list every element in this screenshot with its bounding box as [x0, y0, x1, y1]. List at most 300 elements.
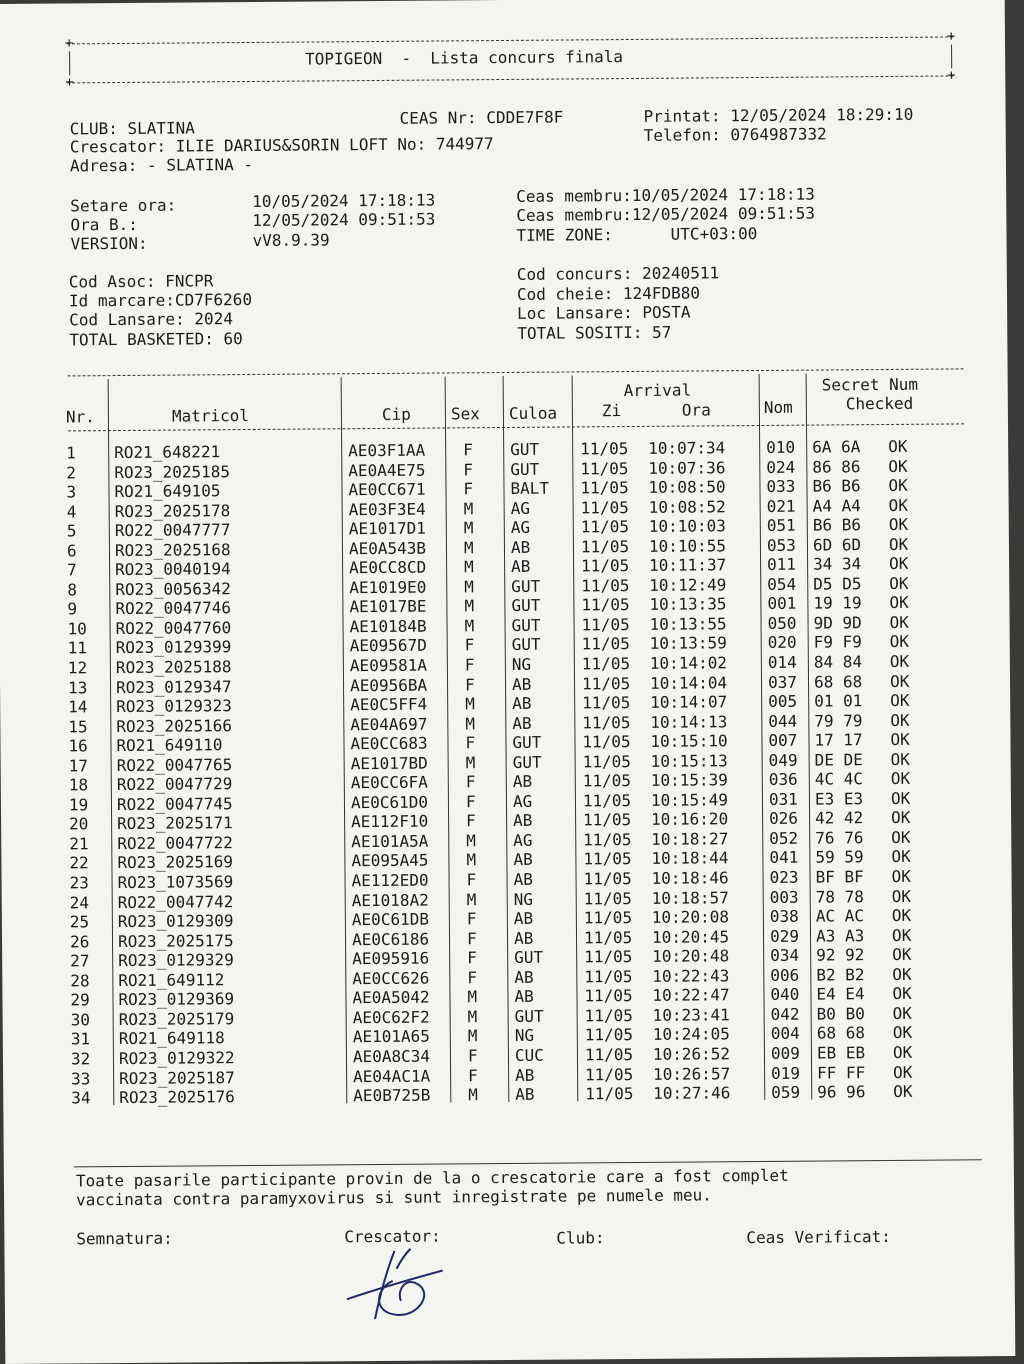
row-culoa: AB — [513, 928, 534, 948]
row-ora: 10:15:49 — [650, 790, 729, 810]
row-cip: AE04AC1A — [353, 1066, 431, 1086]
version-label: VERSION: — [70, 233, 148, 254]
row-matricol: RO23_2025171 — [117, 813, 233, 834]
row-cip: AE0CC8CD — [349, 557, 427, 578]
row-cip: AE101A5A — [351, 831, 429, 852]
row-secret: 92 92 — [816, 945, 865, 965]
row-ora: 10:08:52 — [648, 496, 726, 517]
row-sex: F — [464, 635, 475, 655]
row-zi: 11/05 — [584, 986, 633, 1006]
row-nom: 010 — [766, 437, 796, 457]
ceas-number: CEAS Nr: CDDE7F8F — [399, 107, 564, 128]
row-nr: 15 — [68, 716, 88, 737]
row-cip: AE0C61DB — [351, 909, 430, 930]
row-nom: 037 — [767, 672, 798, 692]
row-ora: 10:07:34 — [648, 438, 726, 458]
cod-cheie: Cod cheie: 124FDB80 — [516, 283, 701, 304]
row-cip: AE095A45 — [351, 851, 429, 871]
title-box-left-edge — [69, 51, 70, 75]
row-culoa: GUT — [511, 596, 541, 616]
row-cip: AE0A5042 — [352, 987, 430, 1008]
row-nr: 34 — [71, 1088, 91, 1108]
row-checked: OK — [889, 612, 909, 632]
row-checked: OK — [892, 1023, 913, 1043]
row-culoa: NG — [511, 654, 532, 674]
club-signature-label: Club: — [556, 1228, 605, 1248]
row-culoa: CUC — [514, 1045, 544, 1065]
row-matricol: RO23_2025179 — [118, 1008, 235, 1029]
row-nr: 1 — [66, 443, 76, 463]
row-sex: F — [468, 1065, 478, 1085]
row-sex: M — [467, 1026, 478, 1046]
row-nr: 12 — [67, 658, 88, 678]
row-ora: 10:15:39 — [650, 770, 728, 791]
row-ora: 10:07:36 — [648, 457, 726, 478]
row-nr: 4 — [66, 502, 77, 522]
col-header-sex: Sex — [450, 404, 480, 424]
row-nom: 011 — [767, 554, 797, 575]
corner-mark: + — [947, 67, 956, 84]
row-matricol: RO23_0129347 — [115, 676, 232, 697]
row-nom: 054 — [767, 574, 797, 594]
row-sex: M — [465, 713, 476, 733]
row-culoa: AB — [511, 557, 531, 577]
row-nom: 026 — [769, 809, 799, 829]
row-secret: 4C 4C — [814, 769, 864, 789]
row-checked: OK — [890, 788, 911, 808]
row-nom: 040 — [770, 985, 800, 1005]
row-sex: F — [466, 928, 477, 948]
col-header-nom: Nom — [763, 397, 793, 417]
row-ora: 10:27:46 — [653, 1083, 731, 1103]
row-nom: 021 — [766, 496, 796, 516]
row-matricol: RO23_2025185 — [114, 461, 231, 482]
row-zi: 11/05 — [582, 712, 631, 733]
row-cip: AE09567D — [349, 636, 427, 656]
row-culoa: GUT — [511, 615, 541, 635]
row-nr: 29 — [70, 990, 90, 1010]
row-nom: 034 — [770, 945, 800, 966]
row-secret: A3 A3 — [815, 925, 865, 946]
row-matricol: RO22_0047765 — [116, 754, 233, 775]
row-culoa: GUT — [510, 459, 540, 479]
row-secret: B6 B6 — [812, 515, 862, 535]
row-ora: 10:24:05 — [652, 1024, 730, 1045]
row-nom: 004 — [770, 1024, 800, 1044]
row-culoa: AB — [513, 811, 533, 831]
row-culoa: GUT — [512, 752, 542, 772]
row-cip: AE0A543B — [348, 538, 427, 558]
col-header-culoa: Culoa — [508, 403, 558, 423]
row-checked: OK — [891, 827, 911, 847]
loc-lansare: Loc Lansare: POSTA — [517, 302, 691, 323]
row-nr: 5 — [66, 521, 77, 541]
row-ora: 10:26:52 — [652, 1044, 731, 1064]
row-matricol: RO23_1073569 — [117, 872, 234, 893]
row-nom: 019 — [771, 1063, 801, 1083]
row-culoa: GUT — [511, 635, 541, 655]
row-nom: 052 — [769, 828, 799, 848]
row-secret: 59 59 — [815, 847, 864, 868]
row-zi: 11/05 — [583, 888, 632, 908]
row-zi: 11/05 — [581, 556, 630, 576]
row-sex: F — [467, 967, 478, 988]
row-checked: OK — [893, 1062, 913, 1082]
row-matricol: RO23_2025169 — [117, 852, 234, 873]
row-cip: AE03F1AA — [348, 440, 426, 461]
row-culoa: AG — [510, 517, 531, 538]
row-matricol: RO22_0047760 — [115, 618, 232, 638]
row-nr: 11 — [67, 638, 88, 658]
cod-asoc: Cod Asoc: FNCPR — [68, 271, 214, 292]
row-secret: 84 84 — [813, 652, 863, 672]
row-secret: B6 B6 — [812, 476, 861, 496]
row-culoa: AB — [513, 908, 534, 929]
row-nom: 024 — [766, 457, 796, 477]
row-culoa: AG — [510, 498, 530, 518]
row-matricol: RO23_2025188 — [115, 657, 232, 678]
ora-b-value: 12/05/2024 09:51:53 — [252, 209, 436, 230]
row-zi: 11/05 — [582, 790, 632, 811]
row-nom: 009 — [770, 1043, 800, 1063]
crescator-line: Crescator: ILIE DARIUS&SORIN LOFT No: 744977 — [69, 134, 494, 157]
row-cip: AE0C62F2 — [352, 1007, 430, 1028]
row-culoa: GUT — [510, 439, 540, 459]
row-matricol: RO22_0047729 — [116, 774, 233, 795]
crescator-signature-label: Crescator: — [344, 1226, 441, 1247]
row-zi: 11/05 — [584, 966, 633, 987]
setare-ora-label: Setare ora: — [70, 195, 177, 216]
row-nr: 28 — [70, 971, 90, 991]
row-nr: 13 — [67, 677, 88, 697]
row-zi: 11/05 — [582, 751, 631, 772]
footer-rule — [74, 1159, 982, 1167]
row-checked: OK — [889, 573, 909, 593]
row-checked: OK — [888, 475, 908, 496]
ceas-verificat-label: Ceas Verificat: — [746, 1226, 891, 1248]
row-nom: 051 — [766, 515, 796, 536]
row-matricol: RO23_0040194 — [115, 559, 231, 580]
row-sex: M — [463, 518, 474, 538]
row-ora: 10:14:02 — [649, 653, 728, 673]
col-header-zi: Zi — [601, 401, 622, 421]
row-sex: F — [466, 870, 477, 890]
row-cip: AE1019E0 — [349, 577, 427, 598]
row-matricol: RO23_0056342 — [115, 578, 231, 599]
row-nom: 059 — [771, 1082, 801, 1102]
row-checked: OK — [891, 886, 912, 906]
row-zi: 11/05 — [584, 1044, 634, 1065]
ora-b-label: Ora B.: — [70, 214, 138, 235]
row-culoa: BALT — [510, 478, 550, 499]
row-nom: 003 — [769, 887, 799, 907]
row-secret: B2 B2 — [816, 964, 865, 985]
cod-lansare: Cod Lansare: 2024 — [69, 309, 233, 330]
row-cip: AE04A697 — [350, 714, 428, 734]
row-zi: 11/05 — [583, 849, 632, 869]
row-zi: 11/05 — [581, 575, 630, 596]
row-nom: 033 — [766, 476, 796, 497]
row-cip: AE1017D1 — [348, 518, 426, 539]
row-zi: 11/05 — [583, 829, 632, 850]
row-sex: M — [463, 498, 474, 518]
row-secret: A4 A4 — [812, 495, 861, 516]
row-ora: 10:20:48 — [652, 946, 730, 967]
results-table-body — [0, 436, 1013, 1109]
row-cip: AE0CC683 — [350, 733, 428, 754]
row-sex: F — [465, 792, 476, 812]
row-cip: AE03F3E4 — [348, 499, 426, 519]
row-nom: 049 — [768, 750, 798, 770]
row-matricol: RO21_649112 — [118, 969, 225, 990]
col-header-arrival: Arrival — [623, 380, 692, 401]
row-secret: 68 68 — [813, 671, 863, 692]
col-header-nr: Nr. — [65, 407, 95, 427]
row-secret: E3 E3 — [814, 789, 864, 809]
row-nom: 038 — [769, 906, 799, 927]
row-checked: OK — [889, 651, 910, 671]
row-matricol: RO22_0047777 — [114, 520, 231, 541]
row-ora: 10:08:50 — [648, 477, 726, 497]
row-matricol: RO23_0129309 — [117, 911, 234, 932]
row-nom: 031 — [768, 789, 798, 809]
row-nom: 044 — [768, 711, 798, 731]
row-zi: 11/05 — [583, 927, 633, 948]
row-checked: OK — [890, 710, 910, 730]
version-value: vV8.9.39 — [252, 230, 330, 250]
row-cip: AE1017BD — [350, 753, 428, 773]
row-secret: 86 86 — [812, 456, 861, 477]
row-ora: 10:26:57 — [653, 1063, 731, 1084]
row-nom: 036 — [768, 770, 798, 790]
row-checked: OK — [888, 534, 909, 554]
row-secret: 01 01 — [814, 691, 863, 711]
row-nr: 23 — [69, 873, 89, 893]
row-nr: 24 — [69, 892, 90, 913]
row-ora: 10:22:43 — [652, 966, 730, 986]
row-nr: 7 — [67, 560, 77, 580]
col-header-matricol: Matricol — [171, 406, 250, 426]
title-box-right-edge — [951, 44, 952, 68]
total-sositi: TOTAL SOSITI: 57 — [517, 322, 672, 343]
row-zi: 11/05 — [585, 1064, 634, 1084]
adresa: Adresa: - SLATINA - — [69, 154, 254, 176]
row-sex: F — [464, 655, 475, 675]
row-ora: 10:10:55 — [648, 535, 727, 556]
row-nr: 9 — [67, 599, 78, 619]
row-cip: AE0CC626 — [352, 968, 430, 988]
row-matricol: RO21_649110 — [116, 735, 223, 756]
row-zi: 11/05 — [580, 536, 630, 557]
row-ora: 10:16:20 — [651, 809, 729, 830]
row-checked: OK — [891, 847, 911, 867]
row-secret: 78 78 — [815, 886, 864, 907]
row-culoa: AB — [514, 967, 534, 987]
row-secret: 34 34 — [813, 554, 862, 574]
row-culoa: AB — [511, 674, 532, 694]
total-basketed: TOTAL BASKETED: 60 — [69, 329, 243, 350]
row-matricol: RO23_2025178 — [114, 500, 231, 521]
row-checked: OK — [892, 1042, 913, 1062]
vaccination-statement-line2: vaccinata contra paramyxovirus si sunt inregistrate pe numele meu. — [75, 1185, 712, 1210]
row-sex: M — [464, 557, 474, 577]
row-matricol: RO23_2025175 — [117, 930, 234, 951]
print-timestamp: Printat: 12/05/2024 18:29:10 — [643, 104, 914, 126]
row-culoa: AG — [512, 791, 533, 811]
row-matricol: RO23_2025166 — [116, 715, 233, 736]
row-nom: 042 — [770, 1004, 800, 1024]
corner-mark: + — [65, 74, 74, 91]
row-secret: B0 B0 — [816, 1004, 865, 1024]
row-checked: OK — [891, 808, 911, 828]
row-matricol: RO23_0129323 — [116, 696, 232, 717]
row-secret: F9 F9 — [813, 632, 862, 653]
row-sex: F — [466, 909, 477, 929]
row-checked: OK — [890, 749, 910, 769]
row-cip: AE101A65 — [352, 1027, 430, 1047]
row-nom: 001 — [767, 594, 797, 614]
row-secret: 17 17 — [814, 730, 863, 750]
row-secret: 68 68 — [816, 1023, 866, 1043]
row-sex: F — [464, 674, 475, 694]
row-culoa: GUT — [514, 947, 544, 968]
row-matricol: RO22_0047742 — [117, 891, 234, 912]
row-checked: OK — [892, 1003, 912, 1023]
row-checked: OK — [890, 730, 910, 750]
row-matricol: RO23_0129329 — [118, 950, 234, 971]
row-checked: OK — [888, 456, 908, 476]
row-ora: 10:14:04 — [649, 672, 728, 693]
row-ora: 10:23:41 — [652, 1005, 730, 1025]
row-ora: 10:18:44 — [651, 848, 729, 869]
row-cip: AE1018A2 — [351, 890, 429, 910]
row-zi: 11/05 — [580, 458, 629, 478]
row-nr: 3 — [66, 482, 77, 502]
row-ora: 10:14:07 — [650, 692, 728, 712]
row-ora: 10:18:27 — [651, 829, 729, 849]
row-sex: M — [467, 1007, 478, 1027]
row-nom: 023 — [769, 867, 799, 887]
row-sex: F — [463, 459, 474, 479]
row-zi: 11/05 — [585, 1084, 634, 1104]
row-culoa: AB — [512, 693, 532, 714]
col-header-secret-num: Secret Num — [821, 374, 919, 395]
row-secret: EB EB — [816, 1043, 866, 1063]
row-nom: 006 — [770, 965, 800, 985]
row-nr: 26 — [69, 931, 90, 952]
row-nr: 18 — [68, 775, 89, 795]
row-ora: 10:15:13 — [650, 751, 728, 771]
row-matricol: RO23_0129369 — [118, 989, 235, 1010]
row-nom: 020 — [767, 633, 797, 653]
row-checked: OK — [890, 769, 911, 789]
row-secret: DE DE — [814, 749, 863, 770]
row-secret: E4 E4 — [816, 984, 865, 1004]
row-nr: 32 — [70, 1049, 91, 1069]
row-secret: AC AC — [815, 906, 865, 926]
row-zi: 11/05 — [581, 654, 631, 674]
row-secret: 79 79 — [814, 710, 863, 731]
row-culoa: GUT — [511, 576, 541, 596]
row-culoa: AB — [515, 1084, 535, 1104]
row-nom: 007 — [768, 730, 798, 751]
row-ora: 10:22:47 — [652, 985, 730, 1006]
row-sex: F — [463, 440, 473, 460]
telefon: Telefon: 0764987332 — [643, 124, 827, 145]
row-checked: OK — [893, 1081, 913, 1102]
row-matricol: RO21_649118 — [118, 1028, 225, 1049]
row-culoa: AG — [513, 830, 533, 850]
row-zi: 11/05 — [583, 869, 632, 889]
club-label: CLUB: SLATINA — [69, 118, 195, 139]
row-secret: 19 19 — [813, 593, 862, 613]
row-nom: 029 — [769, 926, 799, 946]
row-checked: OK — [891, 905, 912, 926]
ceas-membru-2: Ceas membru:12/05/2024 09:51:53 — [516, 203, 816, 225]
row-cip: AE0B725B — [353, 1085, 431, 1106]
row-checked: OK — [888, 515, 909, 535]
row-nr: 31 — [70, 1029, 91, 1049]
row-sex: M — [464, 616, 475, 636]
row-cip: AE0CC6FA — [350, 772, 428, 793]
row-ora: 10:10:03 — [648, 516, 726, 537]
row-nr: 20 — [69, 814, 89, 834]
row-cip: AE112ED0 — [351, 870, 429, 891]
row-checked: OK — [891, 866, 911, 887]
row-nom: 005 — [768, 691, 798, 712]
row-ora: 10:13:35 — [649, 594, 727, 615]
row-culoa: AB — [513, 850, 533, 870]
row-secret: 42 42 — [815, 808, 864, 828]
row-culoa: NG — [513, 889, 534, 909]
row-culoa: GUT — [512, 732, 542, 753]
row-secret: D5 D5 — [813, 574, 862, 594]
row-nr: 21 — [69, 834, 89, 854]
col-header-cip: Cip — [381, 404, 411, 424]
row-zi: 11/05 — [580, 497, 629, 518]
row-cip: AE0C5FF4 — [350, 694, 428, 715]
row-nom: 041 — [769, 848, 799, 868]
row-ora: 10:11:37 — [649, 555, 727, 576]
row-checked: OK — [889, 671, 910, 691]
row-nom: 014 — [767, 652, 797, 672]
row-zi: 11/05 — [584, 947, 633, 967]
row-checked: OK — [890, 690, 910, 711]
cod-concurs: Cod concurs: 20240511 — [516, 263, 720, 284]
row-sex: F — [466, 811, 476, 831]
row-ora: 10:18:46 — [651, 868, 729, 888]
row-nr: 14 — [68, 697, 88, 717]
col-header-ora: Ora — [681, 400, 711, 420]
row-checked: OK — [892, 984, 912, 1004]
row-cip: AE10184B — [349, 616, 427, 637]
row-zi: 11/05 — [581, 673, 631, 693]
row-zi: 11/05 — [584, 1025, 634, 1045]
row-sex: M — [466, 831, 476, 851]
row-nom: 050 — [767, 613, 797, 633]
row-sex: F — [463, 479, 474, 499]
row-ora: 10:18:57 — [651, 887, 729, 908]
row-zi: 11/05 — [582, 771, 632, 791]
row-cip: AE0956BA — [349, 675, 428, 695]
page-title: TOPIGEON - Lista concurs finala — [305, 47, 624, 69]
row-sex: M — [464, 577, 474, 597]
row-checked: OK — [889, 593, 909, 613]
row-secret: 6D 6D — [812, 534, 862, 555]
row-zi: 11/05 — [580, 478, 629, 498]
corner-mark: + — [64, 35, 74, 52]
row-matricol: RO23_0129322 — [118, 1048, 235, 1068]
